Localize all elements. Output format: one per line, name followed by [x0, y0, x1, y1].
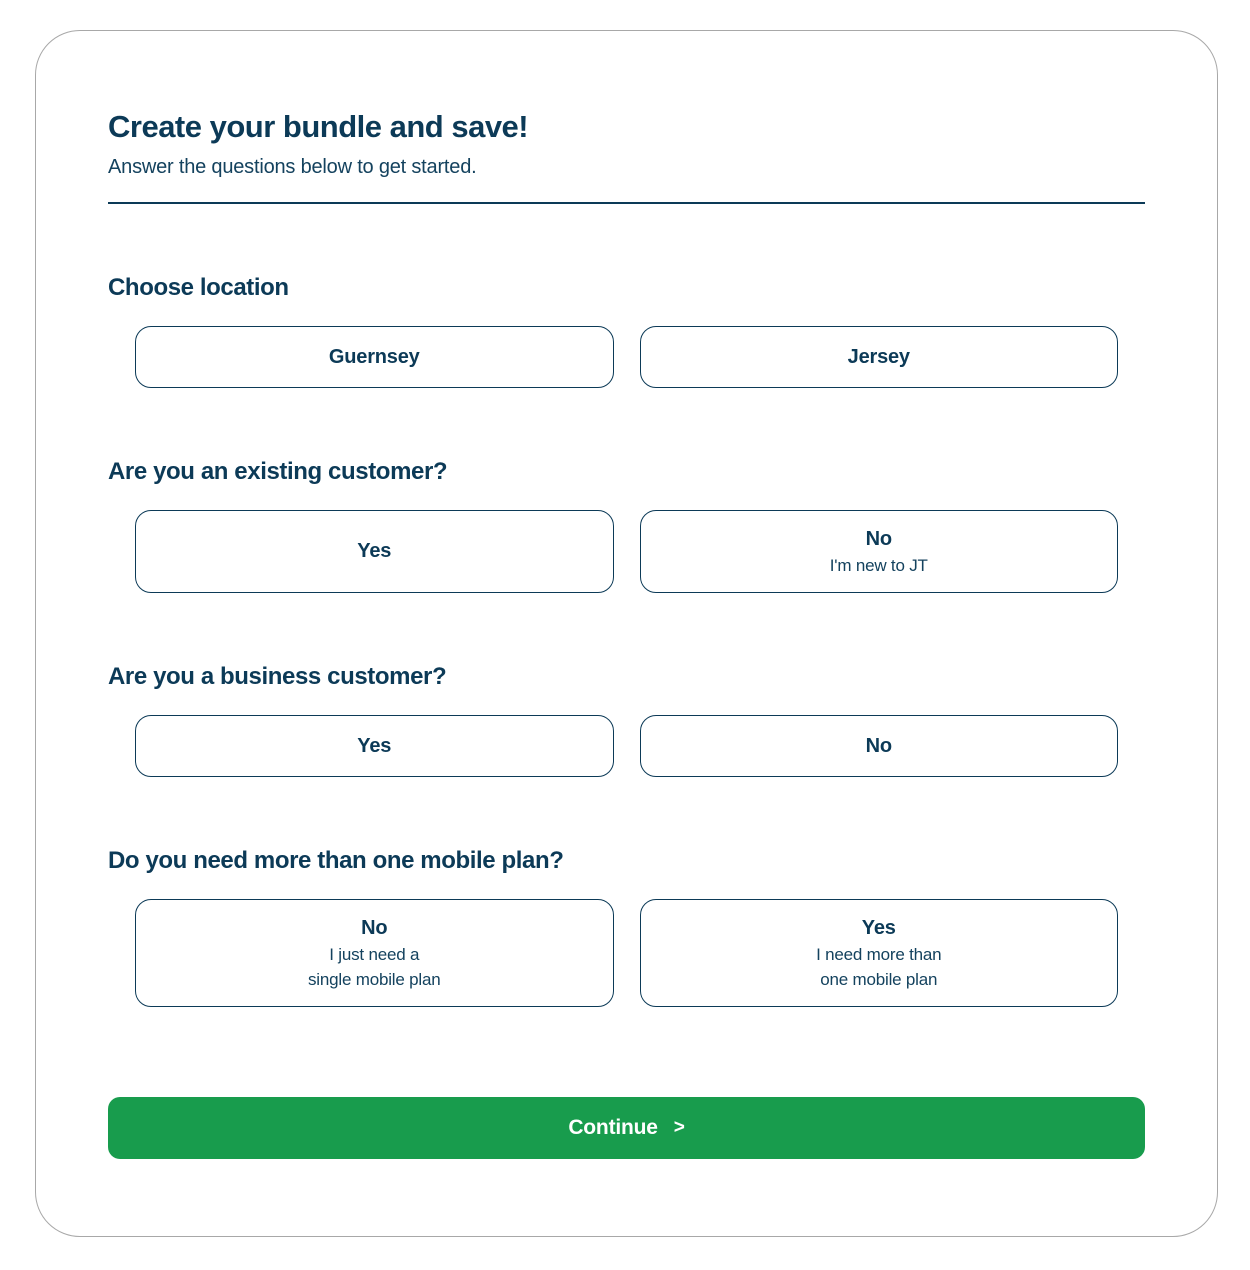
question-heading: Are you an existing customer?	[108, 457, 448, 485]
question-section-are-you-an-existing-customer	[108, 458, 1145, 593]
options-row	[135, 326, 1118, 388]
option-button-are-you-an-existing-customer-yes[interactable]	[135, 510, 614, 593]
page-title: Create your bundle and save!	[108, 109, 529, 144]
page-subtitle: Answer the questions below to get started.	[108, 155, 477, 178]
option-button-choose-location-guernsey[interactable]	[135, 326, 614, 388]
option-button-are-you-a-business-customer-no[interactable]	[640, 715, 1119, 777]
option-label: Yes	[861, 916, 896, 939]
option-button-do-you-need-more-than-one-mobile-plan-yes[interactable]	[640, 899, 1119, 1007]
option-label: No	[865, 734, 892, 757]
divider	[108, 202, 1145, 204]
option-sublabel: I'm new to JT	[829, 555, 928, 575]
option-label: No	[361, 916, 388, 939]
question-heading: Choose location	[108, 273, 289, 301]
option-label: Guernsey	[328, 345, 420, 368]
chevron-right-icon: >	[673, 1116, 685, 1138]
question-heading: Are you a business customer?	[108, 662, 447, 690]
option-label: No	[865, 527, 892, 550]
question-section-do-you-need-more-than-one-mobile-plan	[108, 847, 1145, 1007]
option-sublabel: I need more than	[816, 944, 942, 964]
option-button-choose-location-jersey[interactable]	[640, 326, 1119, 388]
continue-button-label: Continue	[568, 1115, 658, 1139]
option-sublabel: one mobile plan	[820, 969, 938, 989]
question-heading: Do you need more than one mobile plan?	[108, 846, 564, 874]
question-section-choose-location	[108, 274, 1145, 388]
option-label: Jersey	[847, 345, 910, 368]
continue-button[interactable]	[108, 1097, 1145, 1159]
bundle-wizard-card	[35, 30, 1218, 1237]
option-label: Yes	[357, 734, 392, 757]
option-label: Yes	[357, 540, 392, 563]
option-sublabel: single mobile plan	[308, 969, 441, 989]
option-button-do-you-need-more-than-one-mobile-plan-no[interactable]	[135, 899, 614, 1007]
option-button-are-you-a-business-customer-yes[interactable]	[135, 715, 614, 777]
option-sublabel: I just need a	[329, 944, 420, 964]
questions-container	[108, 274, 1145, 1007]
option-button-are-you-an-existing-customer-no[interactable]	[640, 510, 1119, 593]
options-row	[135, 715, 1118, 777]
options-row	[135, 899, 1118, 1007]
question-section-are-you-a-business-customer	[108, 663, 1145, 777]
options-row	[135, 510, 1118, 593]
